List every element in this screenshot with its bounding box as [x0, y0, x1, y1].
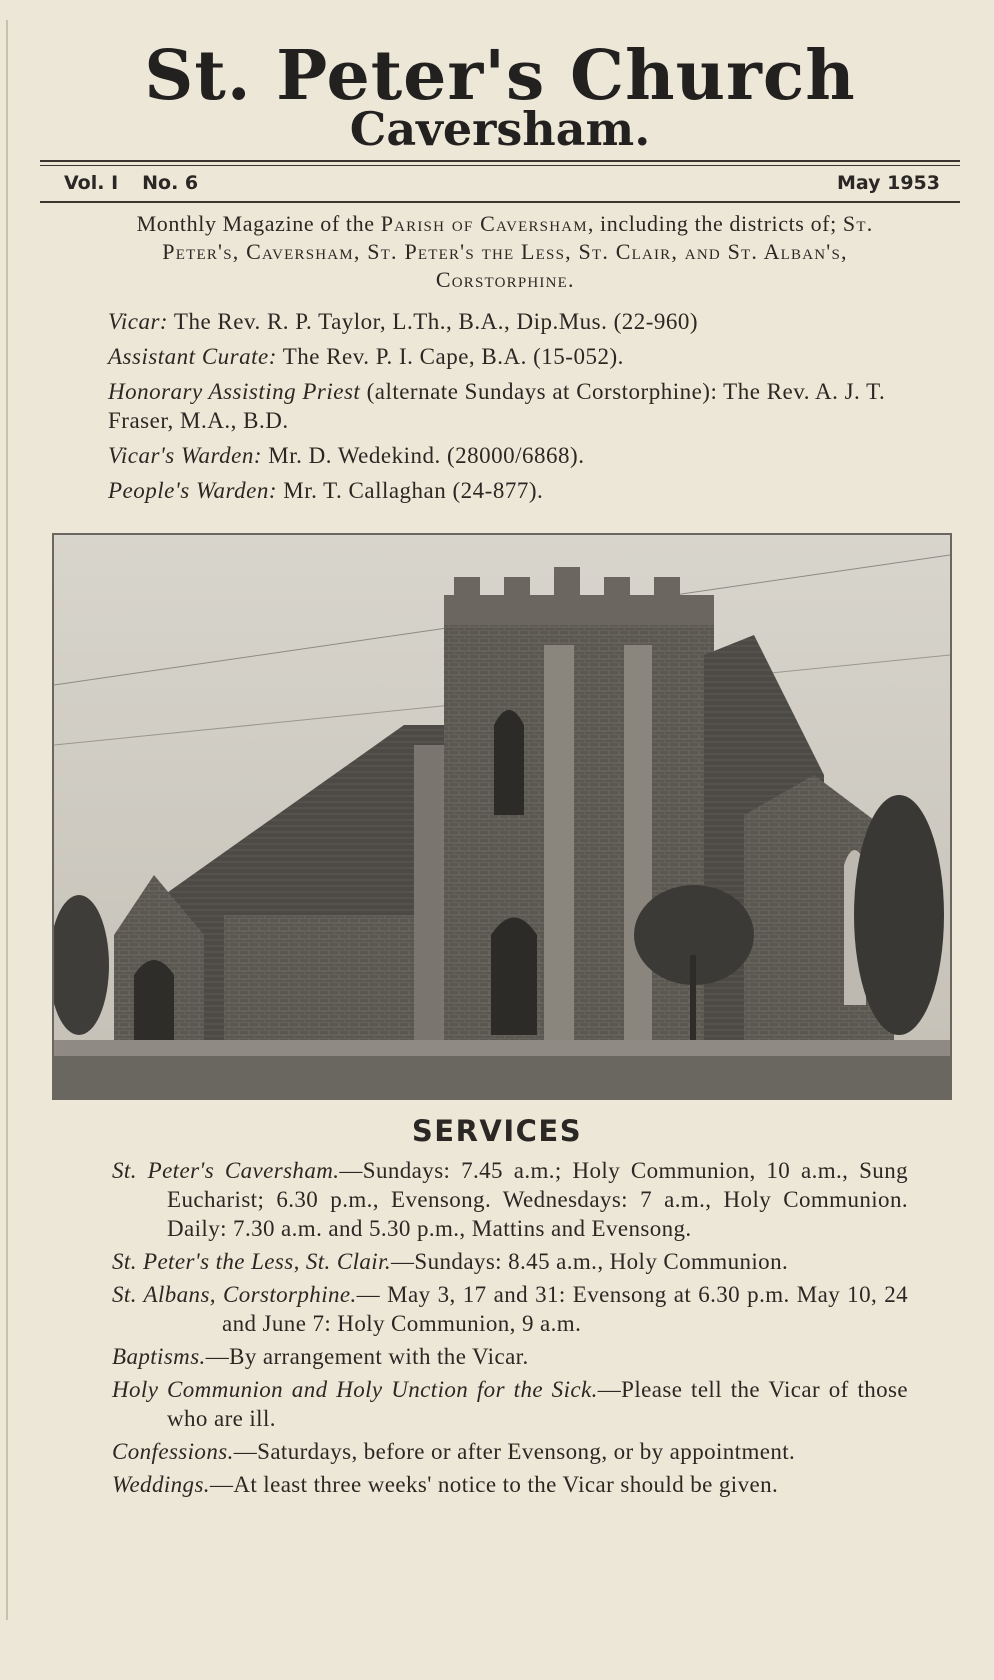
service-label: Confessions. [112, 1439, 234, 1464]
service-text: —Sundays: 8.45 a.m., Holy Communion. [391, 1249, 789, 1274]
issue-date: May 1953 [836, 172, 940, 194]
issue-bar [64, 172, 940, 198]
service-st-peters-caversham [112, 1156, 908, 1243]
service-st-albans [112, 1280, 908, 1338]
staff-text: The Rev. R. P. Taylor, L.Th., B.A., Dip.Mus. (22-960) [168, 309, 699, 334]
staff-vicar [108, 307, 908, 336]
service-confessions [112, 1437, 908, 1466]
service-label: Weddings. [112, 1472, 210, 1497]
header-rule-bottom [40, 201, 960, 203]
service-sick-communion [112, 1375, 908, 1433]
staff-vicars-warden [108, 441, 908, 470]
church-illustration [54, 535, 950, 1098]
services-list [112, 1156, 908, 1503]
service-text: —By arrangement with the Vicar. [205, 1344, 529, 1369]
service-weddings [112, 1470, 908, 1499]
intro-text-1: Monthly Magazine of the [136, 211, 381, 236]
service-label: Baptisms. [112, 1344, 206, 1369]
staff-curate [108, 342, 908, 371]
service-st-peters-the-less [112, 1247, 908, 1276]
service-text: — May 3, 17 and 31: Evensong at 6.30 p.m. May 10, 24 and June 7: Holy Communion, 9 a.m. [222, 1282, 909, 1336]
parish-name: Parish of Caversham [380, 211, 588, 236]
services-heading: SERVICES [411, 1114, 583, 1148]
church-photograph [52, 533, 952, 1100]
issue-volume: Vol. I [64, 172, 119, 194]
staff-text: (alternate Sundays at Corstorphine): The Rev. A. J. T. Fraser, M.A., B.D. [108, 379, 886, 433]
service-text: —Saturdays, before or after Evensong, or by appointment. [233, 1439, 796, 1464]
staff-role: Honorary Assisting Priest [108, 379, 361, 404]
service-label: St. Peter's Caversham. [112, 1158, 340, 1183]
issue-number: No. 6 [142, 172, 199, 194]
service-label: St. Albans, Corstorphine. [112, 1282, 357, 1307]
intro-text-2: , including the districts of; [587, 211, 843, 236]
staff-role: Vicar: [108, 309, 169, 334]
magazine-description [110, 210, 900, 294]
staff-assisting-priest [108, 377, 908, 435]
service-text: —At least three weeks' notice to the Vicar should be given. [209, 1472, 779, 1497]
district-list: St. Peter's, Caversham, St. Peter's the Less, St. Clair, and St. Alban's, Corstorphine [162, 211, 874, 292]
staff-role: Assistant Curate: [108, 344, 277, 369]
service-label: St. Peter's the Less, St. Clair. [112, 1249, 392, 1274]
staff-role: Vicar's Warden: [108, 443, 263, 468]
staff-text: Mr. D. Wedekind. (28000/6868). [262, 443, 585, 468]
issue-volume-number [64, 172, 198, 194]
service-text: —Sundays: 7.45 a.m.; Holy Communion, 10 a.m., Sung Eucharist; 6.30 p.m., Evensong. Wednesdays: 7 a.m., Holy Communion. Daily: 7.30 a.m. and 5.30 p.m., Mattins and Evensong. [167, 1158, 908, 1241]
service-baptisms [112, 1342, 908, 1371]
staff-text: The Rev. P. I. Cape, B.A. (15-052). [276, 344, 624, 369]
intro-text-end: . [568, 267, 575, 292]
page-title: St. Peter's Church [144, 36, 856, 116]
staff-role: People's Warden: [108, 478, 277, 503]
service-label: Holy Communion and Holy Unction for the Sick. [112, 1377, 598, 1402]
staff-peoples-warden [108, 476, 908, 505]
header-rule-top-thin [40, 165, 960, 166]
clergy-list [108, 307, 908, 511]
page-subtitle: Caversham. [349, 102, 651, 156]
service-text: —Please tell the Vicar of those who are ill. [167, 1377, 909, 1431]
page-edge-shadow [6, 20, 8, 1620]
header-rule-top [40, 160, 960, 162]
staff-text: Mr. T. Callaghan (24-877). [277, 478, 544, 503]
